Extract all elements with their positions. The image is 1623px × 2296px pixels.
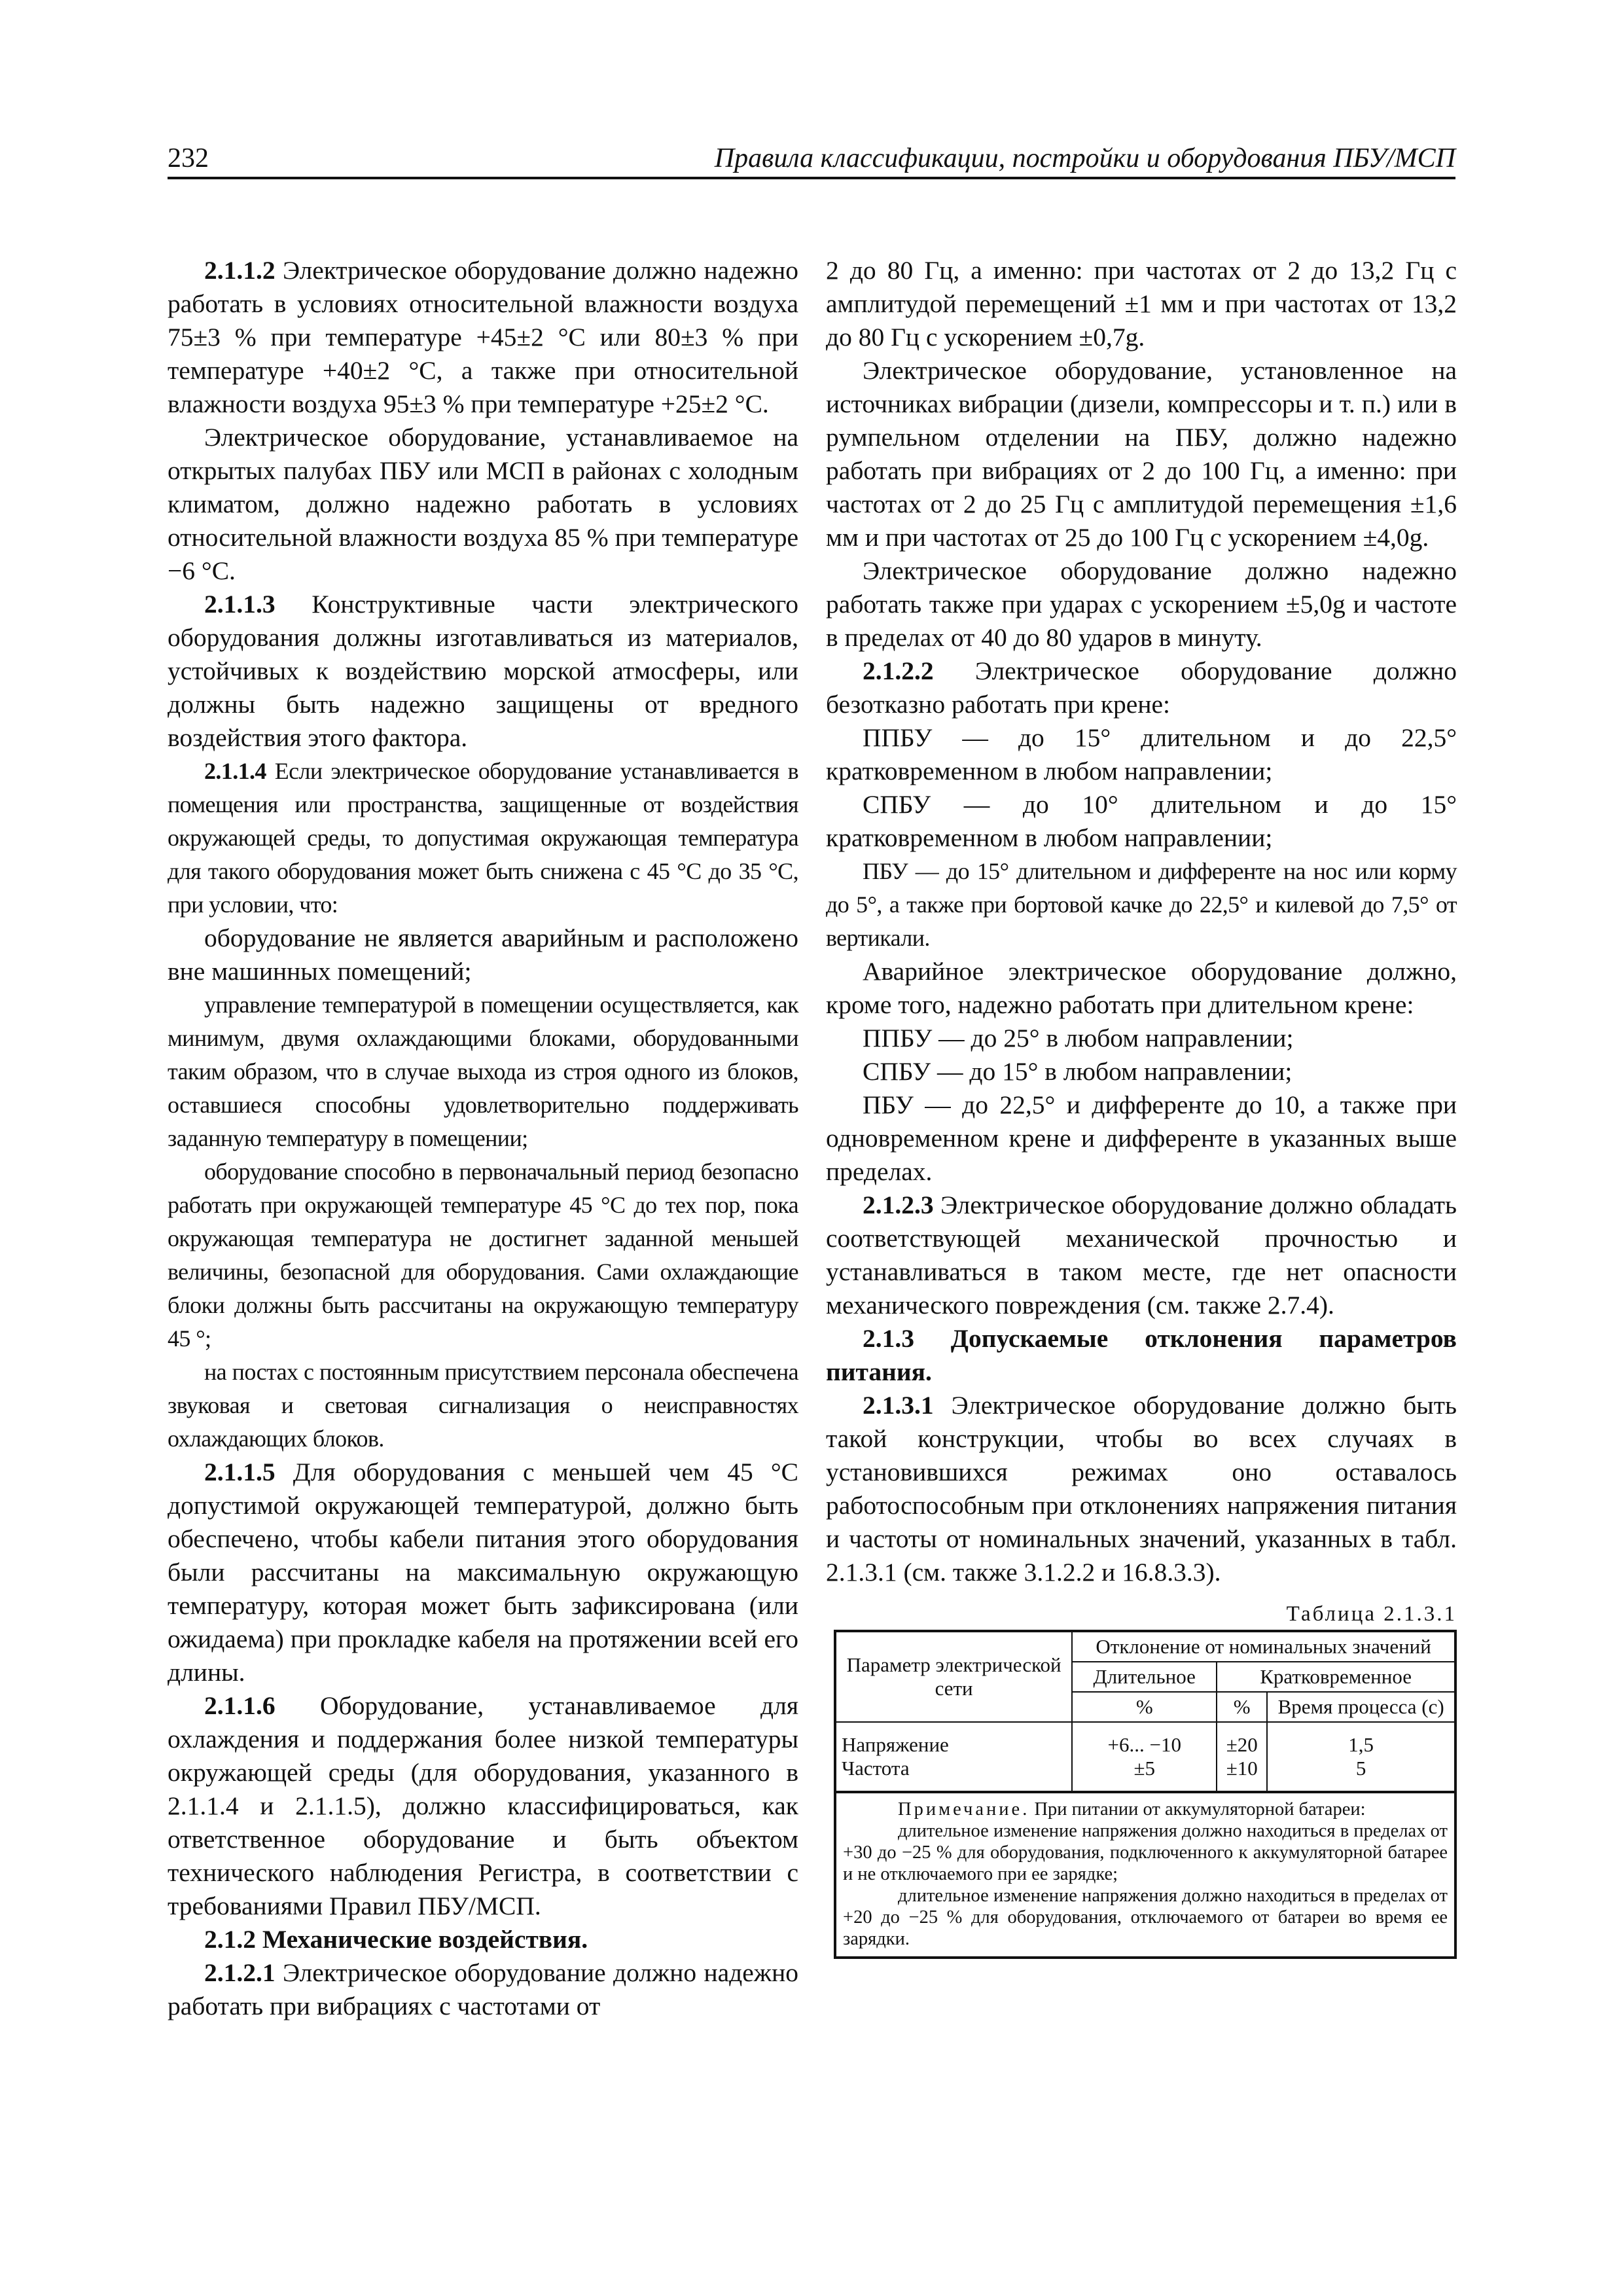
paragraph: 2 до 80 Гц, а именно: при частотах от 2 до 13,2 Гц с амплитудой перемещений ±1 мм и при частотах от 13,2 до 80 Гц с ускорением ±0,7g. — [826, 256, 1457, 351]
paragraph: Электрическое оборудование, устанавливаемое на открытых палубах ПБУ или МСП в районах с холодным климатом, должно надежно работать в условиях относительной влажности воздуха 85 % при температуре −6 °С. — [168, 423, 798, 585]
row-label: Частота — [842, 1757, 910, 1780]
table-cell: +6... −10 — [1107, 1733, 1181, 1756]
paragraph: 2.1.1.5 Для оборудования с меньшей чем 45 °С допустимой окружающей температурой, должно быть обеспечено, чтобы кабели питания этого оборудования были рассчитаны на максимальную окружающую температуру, которая может быть зафиксирована (или ожидаема) при прокладке кабеля на протяжении всей его длины. — [168, 1458, 798, 1687]
note-item: длительное изменение напряжения должно находиться в пределах от +20 до −25 % для оборудования, отключаемого от батареи во время ее зарядки. — [843, 1886, 1448, 1949]
clause-number: 2.1.1.3 — [204, 590, 276, 619]
paragraph: Аварийное электрическое оборудование должно, кроме того, надежно работать при длительном крене: — [826, 957, 1457, 1019]
list-item: оборудование не является аварийным и расположено вне машинных помещений; — [168, 924, 798, 986]
table-note: Примечание. При питании от аккумуляторной батареи: длительное изменение напряжения должно находиться в пределах от +30 до −25 % для оборудования, подключенного к аккумуляторной батарее и не отключаемого при ее зарядке; длительное изменение напряжения должно находиться в пределах от +20 до −25 % для оборудования, отключаемого от батареи во время ее зарядки. — [835, 1792, 1455, 1958]
running-title: Правила классификации, постройки и оборудования ПБУ/МСП — [714, 143, 1455, 173]
column-header: Отклонение от номинальных значений — [1072, 1631, 1455, 1662]
list-item: ПБУ — до 22,5° и дифференте до 10, а также при одновременном крене и дифференте в указанных выше пределах. — [826, 1090, 1457, 1186]
paragraph: 2.1.3.1 Электрическое оборудование должно быть такой конструкции, чтобы во всех случаях в установившихся режимах оно оставалось работоспособным при отклонениях напряжения питания и частоты от номинальных значений, указанных в табл. 2.1.3.1 (см. также 3.1.2.2 и 16.8.3.3). — [826, 1391, 1457, 1587]
paragraph: Электрическое оборудование должно надежно работать также при ударах с ускорением ±5,0g и частоте в пределах от 40 до 80 ударов в минуту. — [826, 556, 1457, 652]
table-cell: ±20 — [1226, 1733, 1258, 1756]
list-item: ПБУ — до 15° длительном и дифференте на нос или корму до 5°, а также при бортовой качке до 22,5° и килевой до 7,5° от вертикали. — [826, 858, 1457, 951]
note-label: Примечание. — [898, 1799, 1030, 1820]
table-cell: 5 — [1355, 1757, 1366, 1780]
clause-number: 2.1.3.1 — [863, 1391, 934, 1420]
paragraph: 2.1.2.2 Электрическое оборудование должно безотказно работать при крене: — [826, 656, 1457, 719]
page-header — [168, 143, 1455, 181]
list-item: ППБУ — до 25° в любом направлении; — [863, 1024, 1294, 1052]
column-header: % — [1217, 1692, 1267, 1722]
clause-number: 2.1.2.3 — [863, 1191, 934, 1219]
paragraph: 2.1.2.1 Электрическое оборудование должно надежно работать при вибрациях с частотами от — [168, 1958, 798, 2020]
table-cell: ±5 — [1133, 1757, 1155, 1780]
clause-number: 2.1.1.5 — [204, 1458, 276, 1486]
table-caption: Таблица 2.1.3.1 — [1286, 1602, 1457, 1626]
column-header: Параметр электрической сети — [835, 1631, 1072, 1722]
column-header: Время процесса (с) — [1267, 1692, 1455, 1722]
note-item: длительное изменение напряжения должно находиться в пределах от +30 до −25 % для оборудования, подключенного к аккумуляторной батарее и не отключаемого при ее зарядке; — [843, 1821, 1448, 1884]
clause-number: 2.1.1.2 — [204, 256, 276, 285]
right-column — [826, 254, 1457, 1959]
section-heading: 2.1.2 Механические воздействия. — [204, 1925, 588, 1954]
deviation-table — [834, 1630, 1457, 1959]
section-heading: 2.1.3 Допускаемые отклонения параметров питания. — [826, 1324, 1457, 1386]
list-item: ППБУ — до 15° длительном и до 22,5° кратковременном в любом направлении; — [826, 723, 1457, 785]
list-item: СПБУ — до 10° длительном и до 15° кратковременном в любом направлении; — [826, 790, 1457, 852]
clause-number: 2.1.2.2 — [863, 656, 934, 685]
list-item: на постах с постоянным присутствием персонала обеспечена звуковая и световая сигнализация о неисправностях охлаждающих блоков. — [168, 1359, 798, 1452]
column-header: Кратковременное — [1217, 1662, 1455, 1692]
paragraph: 2.1.2.3 Электрическое оборудование должно обладать соответствующей механической прочностью и устанавливаться в таком месте, где нет опасности механического повреждения (см. также 2.7.4). — [826, 1191, 1457, 1319]
list-item: СПБУ — до 15° в любом направлении; — [863, 1057, 1293, 1086]
left-column — [168, 254, 798, 2023]
clause-number: 2.1.1.6 — [204, 1691, 276, 1720]
paragraph: 2.1.1.3 Конструктивные части электрического оборудования должны изготавливаться из материалов, устойчивых к воздействию морской атмосферы, или должны быть надежно защищены от вредного воздействия этого фактора. — [168, 590, 798, 752]
paragraph: 2.1.1.2 Электрическое оборудование должно надежно работать в условиях относительной влажности воздуха 75±3 % при температуре +45±2 °С или 80±3 % при температуре +40±2 °С, а также при относительной влажности воздуха 95±3 % при температуре +25±2 °С. — [168, 256, 798, 418]
list-item: оборудование способно в первоначальный период безопасно работать при окружающей температуре 45 °С до тех пор, пока окружающая температура не достигнет заданной меньшей величины, безопасной для оборудования. Сами охлаждающие блоки должны быть рассчитаны на окружающую температуру 45 °; — [168, 1158, 798, 1352]
header-rule — [168, 177, 1455, 179]
table-cell: 1,5 — [1348, 1733, 1374, 1756]
row-label: Напряжение — [842, 1733, 949, 1756]
paragraph: 2.1.1.6 Оборудование, устанавливаемое для охлаждения и поддержания более низкой температуры окружающей среды (для оборудования, указанного в 2.1.1.4 и 2.1.1.5), должно классифицироваться, как ответственное оборудование и быть объектом технического наблюдения Регистра, в соответствии с требованиями Правил ПБУ/МСП. — [168, 1691, 798, 1920]
page-number: 232 — [168, 143, 209, 173]
clause-number: 2.1.2.1 — [204, 1958, 276, 1987]
column-header: Длительное — [1072, 1662, 1217, 1692]
table-cell: ±10 — [1226, 1757, 1258, 1780]
list-item: управление температурой в помещении осуществляется, как минимум, двумя охлаждающими блоками, оборудованными таким образом, что в случае выхода из строя одного из блоков, оставшиеся способны удовлетворительно поддерживать заданную температуру в помещении; — [168, 992, 798, 1151]
paragraph: 2.1.1.4 Если электрическое оборудование устанавливается в помещения или пространства, защищенные от воздействия окружающей среды, то допустимая окружающая температура для такого оборудования может быть снижена с 45 °С до 35 °С, при условии, что: — [168, 758, 798, 918]
paragraph: Электрическое оборудование, установленное на источниках вибрации (дизели, компрессоры и т. п.) или в румпельном отделении на ПБУ, должно надежно работать при вибрациях от 2 до 100 Гц, а именно: при частотах от 2 до 25 Гц с амплитудой перемещения ±1,6 мм и при частотах от 25 до 100 Гц с ускорением ±4,0g. — [826, 356, 1457, 552]
table-row — [835, 1722, 1455, 1792]
column-header: % — [1072, 1692, 1217, 1722]
clause-number: 2.1.1.4 — [204, 758, 266, 784]
